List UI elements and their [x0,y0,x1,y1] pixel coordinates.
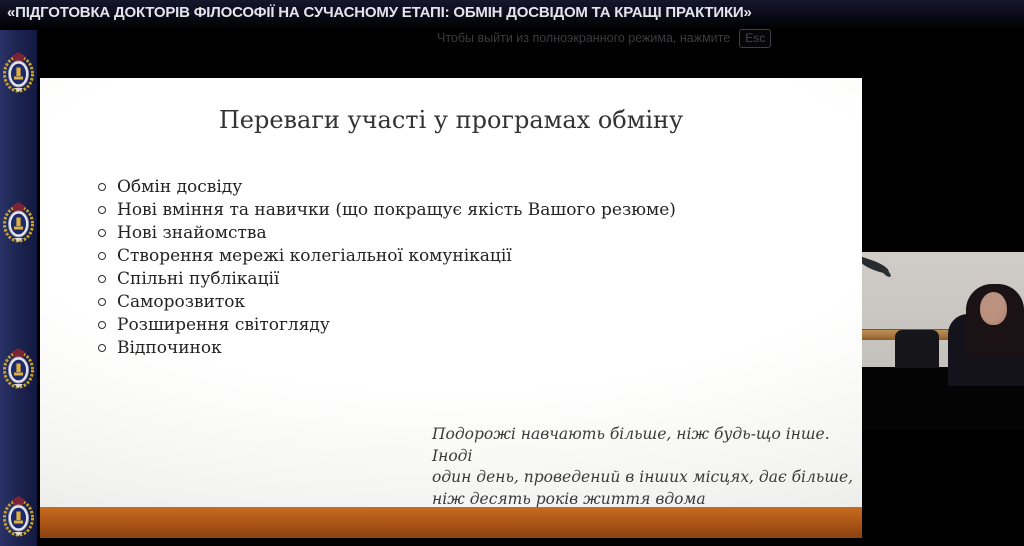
circle-bullet-icon [98,298,106,306]
circle-bullet-icon [98,321,106,329]
bullet-label: Нові вміння та навички (що покращує якість Вашого резюме) [117,200,676,220]
bullet-item [98,222,862,245]
bullet-item [98,268,862,291]
esc-keycap: Esc [739,29,771,48]
university-crest-icon [3,52,34,94]
sidebar [0,30,37,546]
presentation-slide [40,78,862,538]
bullet-label: Створення мережі колегіальної комунікації [117,246,512,266]
circle-bullet-icon [98,252,106,260]
bullet-item [98,176,862,199]
bullet-label: Спільні публікації [117,269,280,289]
quote-line: один день, проведений в інших місцях, дає більше, [432,468,854,486]
conference-title: «ПІДГОТОВКА ДОКТОРІВ ФІЛОСОФІЇ НА СУЧАСНОМУ ЕТАПІ: ОБМІН ДОСВІДОМ ТА КРАЩІ ПРАКТИКИ» [7,4,752,21]
fullscreen-tooltip-text: Чтобы выйти из полноэкранного режима, нажмите [437,31,731,45]
circle-bullet-icon [98,344,106,352]
quote-line: ніж десять років життя вдома [432,489,706,508]
bullet-label: Розширення світогляду [117,315,330,335]
circle-bullet-icon [98,183,106,191]
bullet-item [98,314,862,337]
circle-bullet-icon [98,275,106,283]
bullet-list [98,176,862,360]
slide-body [40,78,862,507]
bullet-label: Нові знайомства [117,223,267,243]
header-bar [0,0,1024,30]
office-chair [895,330,939,368]
bullet-label: Обмін досвіду [117,177,243,197]
slide-accent-bar [40,507,862,538]
fullscreen-tooltip [437,28,771,48]
bullet-item [98,291,862,314]
speaker-face [980,292,1007,325]
university-crest-icon [3,348,34,390]
university-crest-icon [3,496,34,538]
slide-title: Переваги участі у програмах обміну [218,106,684,134]
bullet-item [98,199,862,222]
bullet-item [98,245,862,268]
quote-line: Подорожі навчають більше, ніж будь-що інше. Іноді [432,425,830,465]
circle-bullet-icon [98,206,106,214]
bullet-label: Відпочинок [117,338,222,358]
bullet-item [98,337,862,360]
university-crest-icon [3,202,34,244]
circle-bullet-icon [98,229,106,237]
webcam-feed [862,248,1024,430]
bullet-label: Саморозвиток [117,292,246,312]
